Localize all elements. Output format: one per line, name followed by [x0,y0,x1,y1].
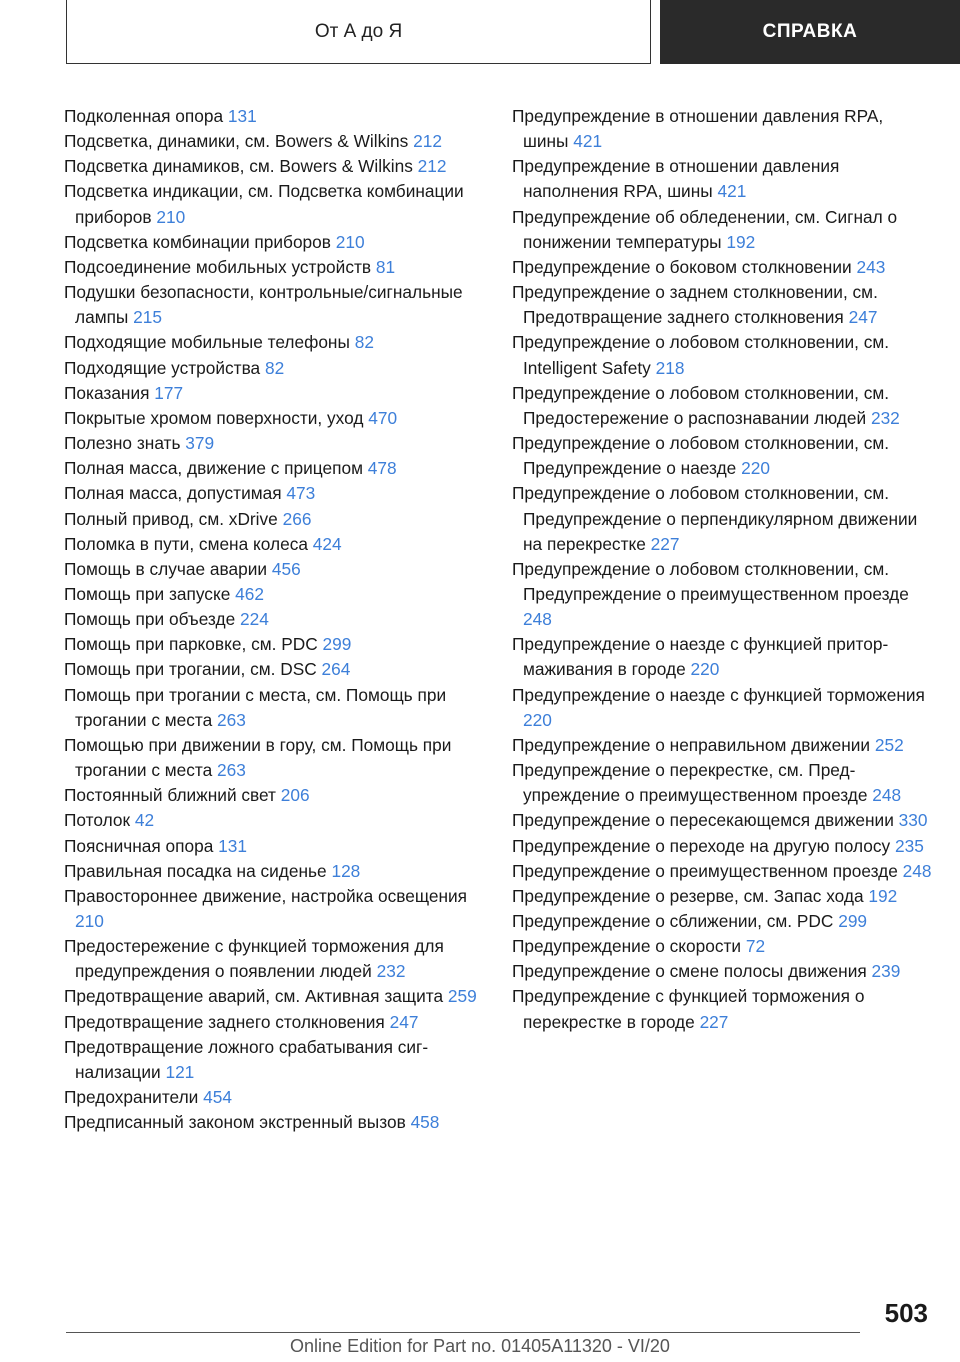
page-link[interactable]: 177 [154,382,184,403]
page-link[interactable]: 215 [133,307,163,328]
index-term: Предупреждение о лобовом столкновении, см. Предупреждение о преимущественном проезде [512,558,909,604]
index-term: Предотвращение ложного срабатывания сигнализации [64,1036,429,1082]
page-link[interactable]: 72 [745,936,766,957]
page-link[interactable]: 462 [235,583,264,604]
index-entry [64,1110,494,1135]
page-link[interactable]: 470 [368,407,398,428]
index-entry [512,154,932,204]
index-term: Подсветка индикации, см. Подсветка комбинации приборов [64,181,464,227]
tab-a-to-z-label: От А до Я [314,20,403,42]
index-term: Подсветка динамиков, см. Bowers & Wilkins [64,156,413,177]
index-entry [64,381,494,406]
tab-reference[interactable] [660,0,960,64]
page-link[interactable]: 259 [447,986,477,1007]
index-term: Предохранители [64,1087,199,1108]
index-term: Полезно знать [64,433,181,454]
index-term: Предупреждение о наезде с функцией торможения [512,684,925,705]
index-term: Правостороннее движение, настройка освещения [64,885,468,906]
index-entry [512,984,932,1034]
index-entry [512,557,932,632]
index-term: Предупреждение о скорости [512,936,742,957]
page-link[interactable]: 192 [868,885,898,906]
index-term: Подходящие мобильные телефоны [64,332,350,353]
index-term: Предупреждение о заднем столкновении, см. Предотвращение заднего столкновения [512,282,878,328]
page-link[interactable]: 227 [650,533,680,554]
index-entry [64,280,494,330]
page-link[interactable]: 210 [156,206,186,227]
index-entry [512,255,932,280]
index-term: Постоянный ближний свет [64,785,276,806]
index-entry [512,959,932,984]
index-entry [512,381,932,431]
index-term: Предупреждение в отношении давления RPA, шины [512,106,884,152]
tab-a-to-z[interactable] [66,0,651,64]
index-entry [64,230,494,255]
index-term: Подсветка комбинации приборов [64,231,331,252]
page-link[interactable]: 424 [312,533,342,554]
page-link[interactable]: 212 [413,131,442,152]
index-entry [64,934,494,984]
page-link[interactable]: 128 [331,860,361,881]
index-entry [64,1010,494,1035]
index-term: Потолок [64,810,131,831]
index-entry [64,884,494,934]
index-entry [64,456,494,481]
index-entry [64,129,494,154]
page-link[interactable]: 220 [690,659,720,680]
page-link[interactable]: 131 [227,106,257,126]
page-link[interactable]: 421 [717,181,747,202]
page-link[interactable]: 248 [902,860,932,881]
index-entry [512,808,932,833]
index-term: Помощью при движении в гору, см. Помощь при трогании с места [64,734,452,781]
index-term: Предупреждение о наезде с функцией притормаживания в городе [512,634,889,680]
page-link[interactable]: 330 [898,810,928,831]
page-link[interactable]: 81 [375,256,396,277]
index-entry [512,330,932,380]
index-term: Предупреждение о смене полосы движения [512,961,867,982]
index-entry [64,154,494,179]
index-entry [64,733,494,783]
page-link[interactable]: 379 [185,433,215,454]
page-link[interactable]: 248 [872,785,902,806]
page-link[interactable]: 82 [354,332,374,353]
index-term: Предупреждение о пересекающемся движении [512,810,894,831]
page-link[interactable]: 192 [726,231,756,252]
index-term: Предупреждение о боковом столкновении [512,256,852,277]
index-term: Предостережение с функцией торможения для предупреждения о появлении людей [64,936,444,982]
page-link[interactable]: 131 [218,835,248,856]
index-entry [512,733,932,758]
index-entry [64,859,494,884]
index-entry [64,1035,494,1085]
page-link[interactable]: 266 [282,508,312,529]
index-term: Подсоединение мобильных устройств [64,256,372,277]
index-term: Подходящие устройства [64,357,261,378]
page-link[interactable]: 224 [240,609,269,630]
page-link[interactable]: 248 [523,609,552,630]
index-column-left [64,104,494,1135]
page-link[interactable]: 210 [75,911,104,931]
index-term: Полный привод, см. xDrive [64,508,278,529]
page-link[interactable]: 473 [286,483,316,504]
index-term: Помощь при парковке, см. PDC [64,634,318,655]
index-term: Предупреждение о перекрестке, см. Предупреждение о преимущественном проезде [512,760,868,806]
page-link[interactable]: 252 [874,734,904,755]
page-link[interactable]: 227 [699,1011,729,1032]
index-entry [64,481,494,506]
index-entry [512,280,932,330]
index-entry [64,582,494,607]
index-entry [64,984,494,1009]
index-entry [512,683,932,733]
index-entry [512,481,932,556]
index-term: Поясничная опора [64,835,214,856]
index-term: Правильная посадка на сиденье [64,860,327,881]
index-entry [64,657,494,682]
footer-edition-text: Online Edition for Part no. 01405A11320 - VI/20 [290,1336,670,1356]
page-link[interactable]: 478 [367,458,397,479]
index-term: Предупреждение о резерве, см. Запас хода [512,885,864,906]
index-term: Предупреждение о сближении, см. PDC [512,911,834,931]
tab-reference-label: СПРАВКА [762,21,858,42]
index-entry [64,683,494,733]
index-entry [64,406,494,431]
index-entry [64,834,494,859]
index-entry [64,783,494,808]
page-link[interactable]: 206 [280,785,310,806]
index-term: Предупреждение о переходе на другую полосу [512,835,891,856]
page-link[interactable]: 82 [264,357,285,378]
index-term: Поломка в пути, смена колеса [64,533,308,554]
index-term: Предупреждение о неправильном движении [512,734,871,755]
index-term: Предупреждение об обледенении, см. Сигнал о понижении температуры [512,206,898,252]
page-link[interactable]: 235 [895,835,924,856]
index-entry [64,532,494,557]
index-term: Полная масса, допустимая [64,483,282,504]
index-term: Предупреждение в отношении давления наполнения RPA, шины [512,156,840,202]
index-entry [64,632,494,657]
page-link[interactable]: 220 [741,458,770,479]
page-link[interactable]: 243 [856,256,886,277]
page-number: 503 [884,1298,928,1328]
index-entry [512,758,932,808]
page-link[interactable]: 232 [870,407,900,428]
index-term: Предупреждение о лобовом столкновении, см. Предупреждение о перпендикулярном движении на перекрестке [512,483,918,554]
page-link[interactable]: 421 [573,131,603,152]
index-term: Покрытые хромом поверхности, уход [64,407,364,428]
page-link[interactable]: 299 [322,634,352,655]
index-entry [64,330,494,355]
index-entry [512,632,932,682]
index-entry [64,255,494,280]
page-link[interactable]: 121 [165,1061,195,1082]
index-term: Предотвращение заднего столкновения [64,1011,385,1032]
index-entry [512,859,932,884]
index-term: Предупреждение с функцией торможения о перекрестке в городе [512,986,865,1032]
index-entry [64,431,494,456]
index-entry [64,808,494,833]
page-link[interactable]: 232 [376,961,406,982]
page-link[interactable]: 263 [217,709,246,730]
index-term: Помощь при объезде [64,609,236,630]
index-term: Предупреждение о лобовом столкновении, см. Предостережение о распознавании людей [512,382,890,428]
page-link[interactable]: 264 [321,659,351,680]
page-link[interactable]: 299 [838,911,868,931]
page-link[interactable]: 458 [410,1112,440,1133]
index-entry [512,205,932,255]
index-term: Помощь при запуске [64,583,231,604]
index-term: Помощь при трогании, см. DSC [64,659,317,680]
index-term: Предупреждение о лобовом столкновении, см. Предупреждение о наезде [512,433,890,479]
index-term: Предотвращение аварий, см. Активная защита [64,986,444,1007]
page-link[interactable]: 454 [203,1087,232,1108]
index-entry [64,507,494,532]
index-term: Подушки безопасности, контрольные/сигнальные лампы [64,282,463,328]
page-link[interactable]: 247 [848,307,878,328]
index-term: Предупреждение о лобовом столкновении, см. Intelligent Safety [512,332,890,378]
index-term: Подсветка, динамики, см. Bowers & Wilkins [64,131,409,152]
page-link[interactable]: 239 [871,961,901,982]
index-term: Предписанный законом экстренный вызов [64,1112,406,1133]
index-entry [512,104,932,154]
footer-divider [66,1332,860,1333]
index-column-right [512,104,932,1035]
index-term: Помощь в случае аварии [64,558,268,579]
index-entry [512,834,932,859]
page-link[interactable]: 210 [335,231,365,252]
page-link[interactable]: 218 [655,357,685,378]
index-entry [512,909,932,934]
page-link[interactable]: 42 [134,810,155,831]
index-term: Подколенная опора [64,106,224,126]
page-link[interactable]: 212 [417,156,447,177]
index-entry [64,1085,494,1110]
index-entry [64,179,494,229]
index-term: Полная масса, движение с прицепом [64,458,363,479]
page-link[interactable]: 263 [217,760,246,781]
index-term: Показания [64,382,150,403]
index-entry [64,557,494,582]
index-term: Предупреждение о преимущественном проезде [512,860,898,881]
page-link[interactable]: 247 [389,1011,419,1032]
index-entry [64,607,494,632]
index-entry [64,356,494,381]
page-link[interactable]: 456 [271,558,301,579]
index-term: Помощь при трогании с места, см. Помощь при трогании с места [64,684,447,730]
index-entry [512,934,932,959]
page-link[interactable]: 220 [523,709,552,730]
index-entry [512,431,932,481]
index-entry [512,884,932,909]
index-entry [64,104,494,129]
